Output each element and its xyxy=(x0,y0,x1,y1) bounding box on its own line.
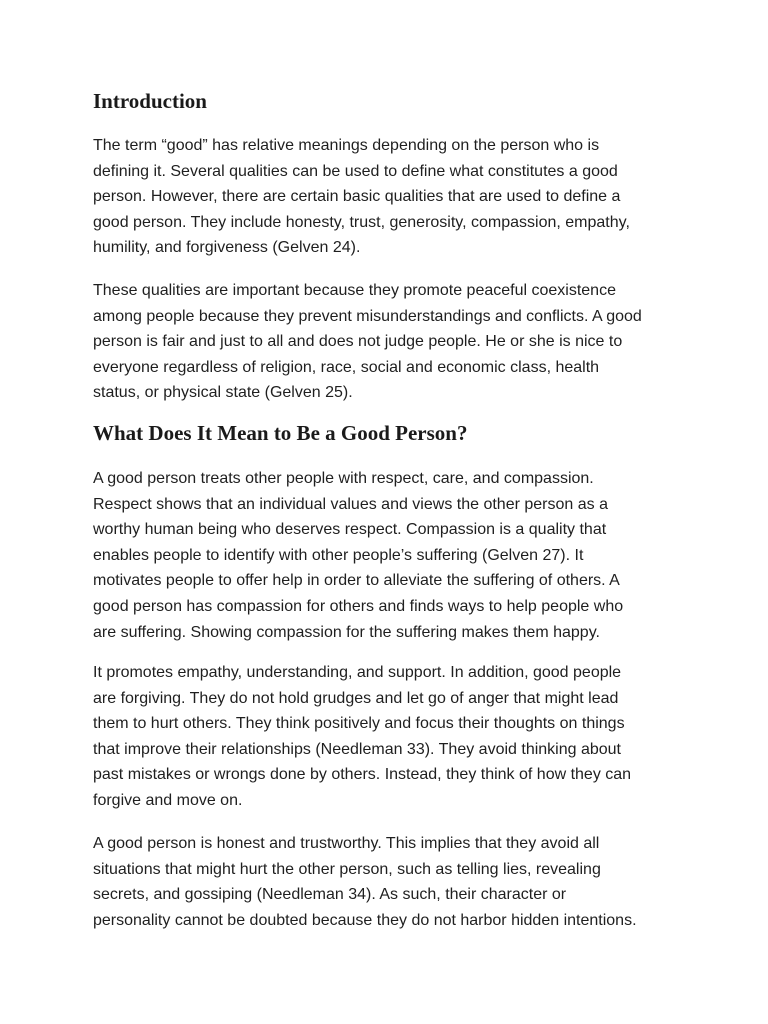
text-line: that improve their relationships (Needleman 33). They avoid thinking about xyxy=(93,740,621,758)
text-line: person. However, there are certain basic qualities that are used to define a xyxy=(93,188,621,206)
text-line: humility, and forgiveness (Gelven 24). xyxy=(93,239,361,257)
section-heading-good-person: What Does It Mean to Be a Good Person? xyxy=(93,421,468,445)
text-line: A good person is honest and trustworthy. This implies that they avoid all xyxy=(93,835,600,852)
text-line: secrets, and gossiping (Needleman 34). As such, their character or xyxy=(93,886,567,904)
text-line: Respect shows that an individual values and views the other person as a xyxy=(93,495,608,513)
text-line: enables people to identify with other people’s suffering (Gelven 27). It xyxy=(93,546,584,564)
paragraph xyxy=(93,466,683,645)
text-line: personality cannot be doubted because they do not harbor hidden intentions. xyxy=(93,911,637,929)
text-line: among people because they prevent misunderstandings and conflicts. A good xyxy=(93,307,642,325)
text-line: The term “good” has relative meanings depending on the person who is xyxy=(93,137,600,154)
text-line: It promotes empathy, understanding, and support. In addition, good people xyxy=(93,664,622,681)
text-line: These qualities are important because they promote peaceful coexistence xyxy=(93,282,616,299)
text-line: forgive and move on. xyxy=(93,791,243,809)
paragraph xyxy=(93,133,683,261)
text-line: A good person treats other people with respect, care, and compassion. xyxy=(93,470,594,487)
text-line: situations that might hurt the other person, such as telling lies, revealing xyxy=(93,860,601,878)
text-line: are suffering. Showing compassion for the suffering makes them happy. xyxy=(93,623,600,641)
text-line: status, or physical state (Gelven 25). xyxy=(93,384,353,402)
text-line: everyone regardless of religion, race, social and economic class, health xyxy=(93,358,600,376)
text-line: good person has compassion for others and finds ways to help people who xyxy=(93,597,624,615)
paragraph xyxy=(93,660,683,814)
text-line: worthy human being who deserves respect. Compassion is a quality that xyxy=(93,521,607,539)
text-line: good person. They include honesty, trust, generosity, compassion, empathy, xyxy=(93,213,630,231)
text-line: them to hurt others. They think positively and focus their thoughts on things xyxy=(93,715,625,733)
text-line: person is fair and just to all and does not judge people. He or she is nice to xyxy=(93,333,623,351)
paragraph xyxy=(93,278,683,406)
text-line: are forgiving. They do not hold grudges and let go of anger that might lead xyxy=(93,689,619,707)
paragraph xyxy=(93,831,683,933)
section-heading-introduction: Introduction xyxy=(93,89,207,113)
text-line: defining it. Several qualities can be used to define what constitutes a good xyxy=(93,162,618,180)
text-line: past mistakes or wrongs done by others. Instead, they think of how they can xyxy=(93,766,632,784)
text-line: motivates people to offer help in order to alleviate the suffering of others. A xyxy=(93,572,620,590)
